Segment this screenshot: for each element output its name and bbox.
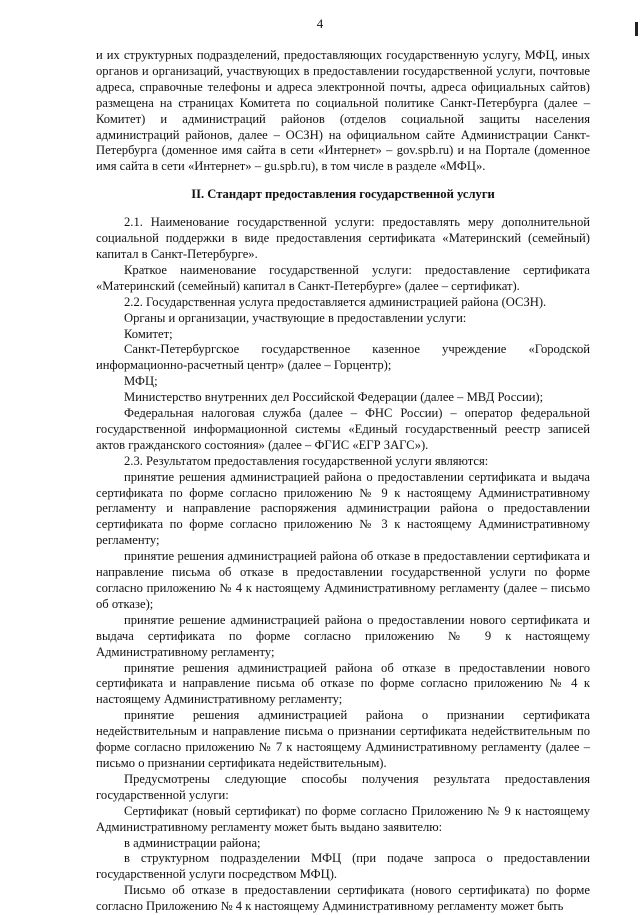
list-item-gorcentr: Санкт-Петербургское государственное казенное учреждение «Городской информационно-расчетный центр» (далее – Горцентр); (96, 342, 590, 373)
result-item-invalid: принятие решения администрацией района о признании сертификата недействительным и направление письма о признании сертификата недействительным по форме согласно приложению № 7 к настоящему Административному регламенту (далее – письмо о признании сертификата недействительным). (96, 708, 590, 770)
list-item-mvd: Министерство внутренних дел Российской Федерации (далее – МВД России); (124, 390, 544, 405)
paragraph-refusal-letter: Письмо об отказе в предоставлении сертификата (нового сертификата) по форме согласно Приложению № 4 к настоящему Административному регламенту может быть (96, 883, 590, 914)
page-number: 4 (316, 16, 324, 31)
result-item-refusal: принятие решения администрацией района об отказе в предоставлении сертификата и направление письма об отказе в предоставлении государственной услуги по форме согласно приложению № 4 к настоящему Административному регламенту (далее – письмо об отказе); (96, 549, 590, 611)
list-item-mfc: МФЦ; (124, 374, 158, 389)
scan-edge-mark (635, 22, 638, 36)
paragraph-short-name: Краткое наименование государственной услуги: предоставление сертификата «Материнский (семейный) капитал в Санкт-Петербурге» (далее – сертификат). (96, 262, 590, 293)
section-heading: II. Стандарт предоставления государственной услуги (191, 187, 495, 202)
method-item-administration: в администрации района; (124, 835, 261, 850)
paragraph-2-3: 2.3. Результатом предоставления государственной услуги являются: (124, 453, 489, 468)
document-body (96, 48, 590, 915)
result-item-new-certificate: принятие решение администрацией района о предоставлении нового сертификата и выдача сертификата по форме согласно приложению № 9 к настоящему Административному регламенту; (96, 612, 590, 659)
paragraph-2-2: 2.2. Государственная услуга предоставляется администрацией района (ОСЗН). (124, 294, 547, 309)
intro-paragraph: и их структурных подразделений, предоставляющих государственную услугу, МФЦ, иных органов и организаций, участвующих в предоставлении государственной услуги, почтовые адреса, справочные телефоны и адреса электронной почты, адреса официальных сайтов) размещена на страницах Комитета по социальной политике Санкт-Петербурга (далее – Комитет) и администраций районов (отделов социальной защиты населения администраций районов, далее – ОСЗН) на официальном сайте Администрации Санкт-Петербурга (доменное имя сайта в сети «Интернет» – gov.spb.ru) и на Портале (доменное имя сайта в сети «Интернет» – gu.spb.ru), в том числе в разделе «МФЦ». (96, 48, 590, 174)
paragraph-2-1: 2.1. Наименование государственной услуги: предоставлять меру дополнительной социальной поддержки в виде предоставления сертификата «Материнский (семейный) капитал в Санкт-Петербурге». (96, 215, 590, 261)
list-item-committee: Комитет; (124, 326, 173, 341)
result-item-grant: принятие решения администрацией района о предоставлении сертификата и выдача сертификата по форме согласно приложению № 9 к настоящему Административному регламенту и направление распоряжения администрации района о предоставлении сертификата по форме согласно приложению № 3 к настоящему Административному регламенту; (96, 469, 590, 548)
paragraph-methods: Предусмотрены следующие способы получения результата предоставления государственной услуги: (96, 771, 590, 802)
method-item-mfc: в структурном подразделении МФЦ (при подаче запроса о предоставлении государственной услуги посредством МФЦ). (96, 851, 590, 882)
list-item-fns: Федеральная налоговая служба (далее – ФНС России) – оператор федеральной государственной информационной системы «Единый государственный реестр записей актов гражданского состояния» (далее – ФГИС «ЕГР ЗАГС»). (96, 406, 590, 452)
result-item-new-refusal: принятие решения администрацией района об отказе в предоставлении нового сертификата и направление письма об отказе по форме согласно приложению № 4 к настоящему Административному регламенту; (96, 660, 590, 707)
paragraph-certificate-issue: Сертификат (новый сертификат) по форме согласно Приложению № 9 к настоящему Административному регламенту может быть выдано заявителю: (96, 803, 590, 834)
paragraph-participants: Органы и организации, участвующие в предоставлении услуги: (124, 310, 467, 325)
